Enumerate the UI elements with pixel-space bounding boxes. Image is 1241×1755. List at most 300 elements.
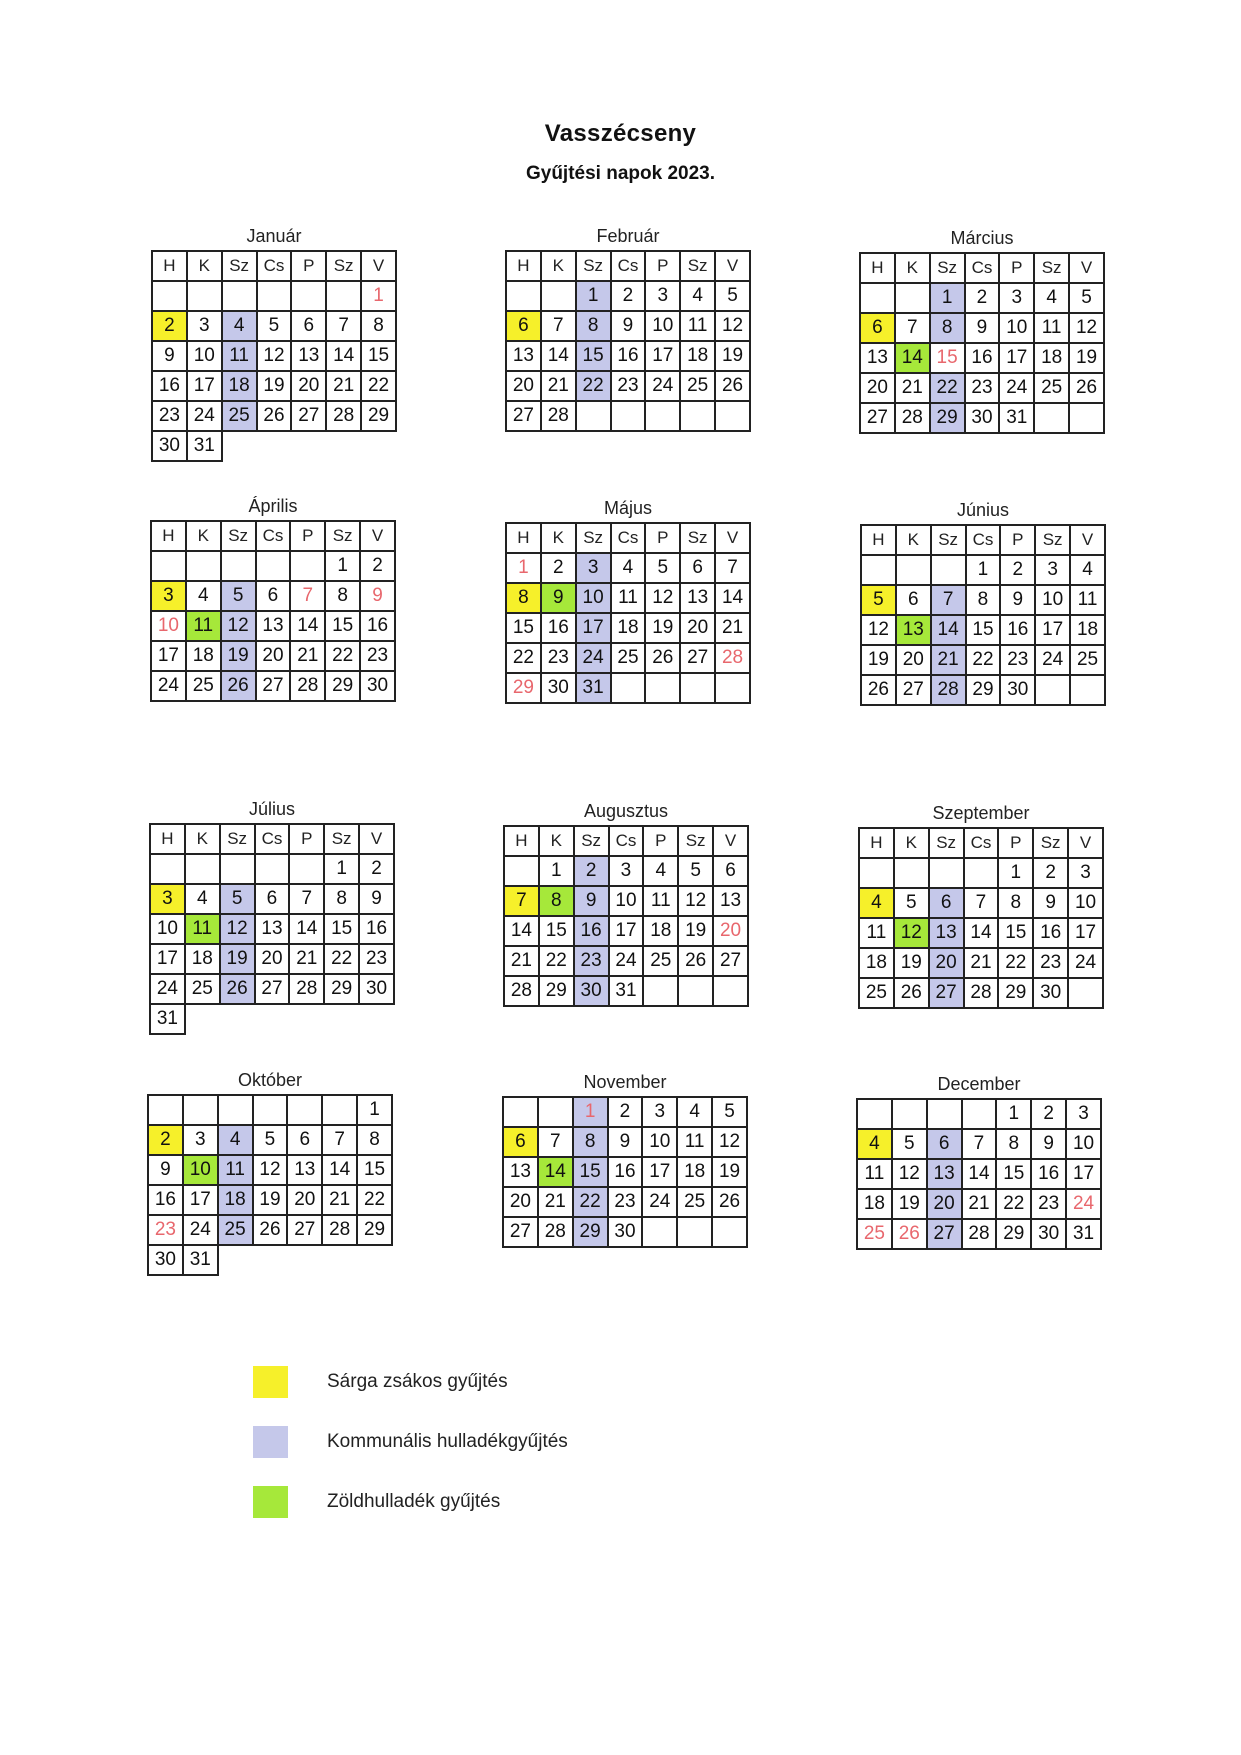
month-calendar: [860, 498, 1106, 706]
weekday-header: K: [187, 251, 222, 281]
day-cell: 26: [221, 671, 256, 701]
day-cell: 8: [996, 1129, 1031, 1159]
day-cell: 20: [255, 944, 290, 974]
day-cell: 6: [503, 1127, 538, 1157]
empty-day-cell: [151, 551, 186, 581]
day-cell: 23: [608, 1187, 643, 1217]
empty-day-cell: [253, 1095, 288, 1125]
day-cell: 10: [1068, 888, 1103, 918]
week-row: [857, 1129, 1101, 1159]
week-row: [151, 551, 395, 581]
day-cell: 16: [152, 371, 187, 401]
day-cell: 22: [324, 944, 359, 974]
day-cell: 3: [1068, 858, 1103, 888]
day-cell: 23: [1031, 1189, 1066, 1219]
day-cell: 7: [322, 1125, 357, 1155]
day-cell: 12: [894, 918, 929, 948]
day-cell: 18: [643, 916, 678, 946]
week-row: [861, 675, 1105, 705]
day-cell: 1: [506, 553, 541, 583]
day-cell: 29: [325, 671, 360, 701]
week-row: [503, 1217, 747, 1247]
day-cell: 31: [187, 431, 222, 461]
day-cell: 10: [645, 311, 680, 341]
day-cell: 16: [574, 916, 609, 946]
day-cell: 14: [290, 611, 325, 641]
day-cell: 11: [186, 611, 221, 641]
month-grid: [505, 250, 751, 432]
day-cell: 2: [152, 311, 187, 341]
day-cell: 10: [999, 313, 1034, 343]
day-cell: 27: [256, 671, 291, 701]
day-cell: 11: [222, 341, 257, 371]
week-row: [859, 858, 1103, 888]
weekday-header: P: [998, 828, 1033, 858]
empty-day-cell: [503, 1097, 538, 1127]
day-cell: 16: [965, 343, 1000, 373]
weekday-header: Sz: [680, 251, 715, 281]
weekday-header: K: [541, 523, 576, 553]
week-row: [504, 946, 748, 976]
day-cell: 4: [643, 856, 678, 886]
day-cell: 28: [504, 976, 539, 1006]
day-cell: 3: [1066, 1099, 1101, 1129]
day-cell: 11: [611, 583, 646, 613]
day-cell: 7: [290, 581, 325, 611]
day-cell: 29: [361, 401, 396, 431]
day-cell: 4: [1070, 555, 1105, 585]
day-cell: 12: [221, 611, 256, 641]
day-cell: 5: [892, 1129, 927, 1159]
week-row: [148, 1185, 392, 1215]
day-cell: 5: [645, 553, 680, 583]
day-cell: 7: [541, 311, 576, 341]
day-cell: 6: [713, 856, 748, 886]
blank-space: [218, 1245, 253, 1275]
day-cell: 14: [538, 1157, 573, 1187]
day-cell: 4: [859, 888, 894, 918]
day-cell: 9: [1031, 1129, 1066, 1159]
day-cell: 28: [322, 1215, 357, 1245]
week-row: [506, 583, 750, 613]
day-cell: 3: [576, 553, 611, 583]
blank-space: [257, 431, 292, 461]
day-cell: 26: [892, 1219, 927, 1249]
weekday-header: H: [861, 525, 896, 555]
month-calendar: [151, 224, 397, 462]
weekday-header: V: [359, 824, 394, 854]
day-cell: 17: [151, 641, 186, 671]
weekday-header: Sz: [324, 824, 359, 854]
month-calendar: [503, 799, 749, 1007]
day-cell: 3: [151, 581, 186, 611]
empty-day-cell: [678, 976, 713, 1006]
day-cell: 5: [253, 1125, 288, 1155]
day-cell: 1: [573, 1097, 608, 1127]
page-subtitle: Gyűjtési napok 2023.: [525, 163, 716, 184]
day-cell: 22: [998, 948, 1033, 978]
weekday-header: Sz: [576, 251, 611, 281]
empty-day-cell: [645, 673, 680, 703]
day-cell: 21: [962, 1189, 997, 1219]
day-cell: 18: [218, 1185, 253, 1215]
day-cell: 27: [680, 643, 715, 673]
day-cell: 5: [678, 856, 713, 886]
day-cell: 17: [642, 1157, 677, 1187]
empty-day-cell: [927, 1099, 962, 1129]
day-cell: 20: [291, 371, 326, 401]
week-row: [503, 1157, 747, 1187]
day-cell: 9: [1000, 585, 1035, 615]
day-cell: 27: [896, 675, 931, 705]
day-cell: 19: [220, 944, 255, 974]
day-cell: 5: [220, 884, 255, 914]
day-cell: 15: [966, 615, 1001, 645]
weekday-header: H: [150, 824, 185, 854]
month-name: Augusztus: [583, 801, 669, 821]
day-cell: 24: [150, 974, 185, 1004]
day-cell: 25: [677, 1187, 712, 1217]
day-cell: 28: [538, 1217, 573, 1247]
empty-day-cell: [187, 281, 222, 311]
month-calendar: [149, 797, 395, 1035]
week-row: [506, 371, 750, 401]
day-cell: 16: [608, 1157, 643, 1187]
week-row: [504, 916, 748, 946]
weekday-header: Sz: [222, 251, 257, 281]
day-cell: 4: [1034, 283, 1069, 313]
day-cell: 24: [642, 1187, 677, 1217]
day-cell: 15: [325, 611, 360, 641]
weekday-header: P: [291, 251, 326, 281]
day-cell: 6: [291, 311, 326, 341]
day-cell: 5: [257, 311, 292, 341]
day-cell: 17: [645, 341, 680, 371]
week-row: [150, 974, 394, 1004]
day-cell: 21: [895, 373, 930, 403]
week-row: [860, 343, 1104, 373]
day-cell: 19: [715, 341, 750, 371]
month-name: Május: [603, 498, 652, 518]
day-cell: 27: [287, 1215, 322, 1245]
day-cell: 23: [359, 944, 394, 974]
day-cell: 9: [359, 884, 394, 914]
day-cell: 30: [1031, 1219, 1066, 1249]
empty-day-cell: [1034, 403, 1069, 433]
day-cell: 25: [611, 643, 646, 673]
day-cell: 14: [322, 1155, 357, 1185]
day-cell: 13: [860, 343, 895, 373]
month-name: Október: [237, 1070, 303, 1090]
day-cell: 21: [715, 613, 750, 643]
day-cell: 19: [892, 1189, 927, 1219]
day-cell: 6: [896, 585, 931, 615]
blank-space: [185, 1004, 220, 1034]
week-row: [148, 1125, 392, 1155]
day-cell: 12: [253, 1155, 288, 1185]
empty-day-cell: [962, 1099, 997, 1129]
week-row: [859, 948, 1103, 978]
day-cell: 26: [715, 371, 750, 401]
day-cell: 10: [609, 886, 644, 916]
day-cell: 23: [541, 643, 576, 673]
weekday-header: V: [713, 826, 748, 856]
empty-day-cell: [326, 281, 361, 311]
blank-space: [326, 431, 361, 461]
weekday-header: Cs: [966, 525, 1001, 555]
day-cell: 8: [930, 313, 965, 343]
empty-day-cell: [859, 858, 894, 888]
weekday-header: P: [643, 826, 678, 856]
day-cell: 28: [895, 403, 930, 433]
day-cell: 2: [360, 551, 395, 581]
day-cell: 2: [965, 283, 1000, 313]
empty-day-cell: [287, 1095, 322, 1125]
day-cell: 19: [678, 916, 713, 946]
weekday-header: V: [360, 521, 395, 551]
day-cell: 3: [609, 856, 644, 886]
weekday-header: K: [186, 521, 221, 551]
day-cell: 20: [256, 641, 291, 671]
empty-day-cell: [611, 401, 646, 431]
week-row: [860, 313, 1104, 343]
month-name: Szeptember: [932, 803, 1030, 823]
day-cell: 17: [150, 944, 185, 974]
day-cell: 2: [148, 1125, 183, 1155]
day-cell: 19: [861, 645, 896, 675]
week-row: [150, 1004, 394, 1034]
day-cell: 24: [187, 401, 222, 431]
month-grid: [856, 1098, 1102, 1250]
day-cell: 21: [931, 645, 966, 675]
day-cell: 14: [962, 1159, 997, 1189]
day-cell: 26: [712, 1187, 747, 1217]
weekday-header: Cs: [611, 251, 646, 281]
month-name: Július: [248, 799, 296, 819]
empty-day-cell: [1068, 978, 1103, 1008]
day-cell: 15: [506, 613, 541, 643]
weekday-header-row: [861, 525, 1105, 555]
day-cell: 12: [645, 583, 680, 613]
empty-day-cell: [183, 1095, 218, 1125]
month-grid: [859, 252, 1105, 434]
blank-space: [359, 1004, 394, 1034]
day-cell: 1: [539, 856, 574, 886]
day-cell: 29: [998, 978, 1033, 1008]
day-cell: 13: [927, 1159, 962, 1189]
day-cell: 3: [999, 283, 1034, 313]
weekday-header: V: [715, 251, 750, 281]
day-cell: 12: [1069, 313, 1104, 343]
day-cell: 10: [187, 341, 222, 371]
weekday-header-row: [506, 523, 750, 553]
day-cell: 26: [253, 1215, 288, 1245]
day-cell: 13: [896, 615, 931, 645]
empty-day-cell: [152, 281, 187, 311]
weekday-header: V: [1070, 525, 1105, 555]
day-cell: 5: [894, 888, 929, 918]
day-cell: 23: [152, 401, 187, 431]
day-cell: 13: [680, 583, 715, 613]
month-grid: [151, 250, 397, 462]
weekday-header: P: [645, 251, 680, 281]
weekday-header: V: [1068, 828, 1103, 858]
day-cell: 17: [609, 916, 644, 946]
day-cell: 20: [503, 1187, 538, 1217]
day-cell: 8: [325, 581, 360, 611]
day-cell: 17: [576, 613, 611, 643]
day-cell: 15: [998, 918, 1033, 948]
day-cell: 15: [539, 916, 574, 946]
day-cell: 5: [715, 281, 750, 311]
day-cell: 30: [152, 431, 187, 461]
day-cell: 11: [680, 311, 715, 341]
month-grid: [147, 1094, 393, 1276]
weekday-header: Cs: [965, 253, 1000, 283]
day-cell: 19: [221, 641, 256, 671]
weekday-header: Sz: [930, 253, 965, 283]
day-cell: 24: [999, 373, 1034, 403]
week-row: [857, 1159, 1101, 1189]
day-cell: 14: [964, 918, 999, 948]
day-cell: 28: [541, 401, 576, 431]
day-cell: 31: [576, 673, 611, 703]
week-row: [861, 615, 1105, 645]
week-row: [148, 1095, 392, 1125]
day-cell: 11: [643, 886, 678, 916]
day-cell: 1: [324, 854, 359, 884]
day-cell: 30: [965, 403, 1000, 433]
week-row: [506, 553, 750, 583]
month-calendar: [505, 496, 751, 704]
empty-day-cell: [150, 854, 185, 884]
empty-day-cell: [148, 1095, 183, 1125]
day-cell: 21: [289, 944, 324, 974]
day-cell: 4: [611, 553, 646, 583]
empty-day-cell: [643, 976, 678, 1006]
week-row: [859, 888, 1103, 918]
day-cell: 19: [257, 371, 292, 401]
week-row: [859, 918, 1103, 948]
day-cell: 21: [290, 641, 325, 671]
day-cell: 26: [861, 675, 896, 705]
week-row: [150, 914, 394, 944]
week-row: [506, 643, 750, 673]
blank-space: [253, 1245, 288, 1275]
weekday-header: Sz: [931, 525, 966, 555]
day-cell: 29: [573, 1217, 608, 1247]
weekday-header: K: [894, 828, 929, 858]
week-row: [860, 403, 1104, 433]
day-cell: 22: [506, 643, 541, 673]
month-name: Április: [248, 496, 298, 516]
week-row: [150, 854, 394, 884]
month-calendar: [502, 1070, 748, 1248]
day-cell: 25: [185, 974, 220, 1004]
day-cell: 26: [220, 974, 255, 1004]
week-row: [152, 401, 396, 431]
day-cell: 1: [357, 1095, 392, 1125]
day-cell: 16: [541, 613, 576, 643]
weekday-header: Sz: [680, 523, 715, 553]
weekday-header: P: [1000, 525, 1035, 555]
day-cell: 30: [360, 671, 395, 701]
day-cell: 10: [1066, 1129, 1101, 1159]
week-row: [148, 1155, 392, 1185]
weekday-header: P: [999, 253, 1034, 283]
month-grid: [503, 825, 749, 1007]
week-row: [506, 311, 750, 341]
day-cell: 11: [1034, 313, 1069, 343]
empty-day-cell: [680, 673, 715, 703]
month-grid: [860, 524, 1106, 706]
day-cell: 30: [359, 974, 394, 1004]
weekday-header: Cs: [256, 521, 291, 551]
month-name: Március: [950, 228, 1014, 248]
day-cell: 6: [929, 888, 964, 918]
day-cell: 18: [222, 371, 257, 401]
day-cell: 3: [150, 884, 185, 914]
day-cell: 22: [966, 645, 1001, 675]
weekday-header: H: [152, 251, 187, 281]
weekday-header: H: [504, 826, 539, 856]
day-cell: 8: [576, 311, 611, 341]
day-cell: 18: [611, 613, 646, 643]
month-name: Február: [596, 226, 660, 246]
month-calendar: [859, 226, 1105, 434]
day-cell: 24: [1068, 948, 1103, 978]
day-cell: 17: [187, 371, 222, 401]
weekday-header-row: [150, 824, 394, 854]
day-cell: 4: [218, 1125, 253, 1155]
day-cell: 15: [357, 1155, 392, 1185]
day-cell: 15: [324, 914, 359, 944]
day-cell: 3: [645, 281, 680, 311]
legend-label: Kommunális hulladékgyűjtés: [327, 1431, 568, 1452]
month-grid: [150, 520, 396, 702]
day-cell: 11: [857, 1159, 892, 1189]
day-cell: 29: [324, 974, 359, 1004]
day-cell: 13: [929, 918, 964, 948]
weekday-header: Cs: [255, 824, 290, 854]
day-cell: 19: [253, 1185, 288, 1215]
day-cell: 10: [642, 1127, 677, 1157]
empty-day-cell: [220, 854, 255, 884]
day-cell: 14: [504, 916, 539, 946]
week-row: [857, 1189, 1101, 1219]
day-cell: 10: [183, 1155, 218, 1185]
week-row: [150, 884, 394, 914]
blank-space: [361, 431, 396, 461]
day-cell: 6: [680, 553, 715, 583]
empty-day-cell: [257, 281, 292, 311]
day-cell: 31: [150, 1004, 185, 1034]
day-cell: 28: [931, 675, 966, 705]
empty-day-cell: [1070, 675, 1105, 705]
empty-day-cell: [256, 551, 291, 581]
day-cell: 10: [150, 914, 185, 944]
empty-day-cell: [186, 551, 221, 581]
weekday-header: Cs: [964, 828, 999, 858]
empty-day-cell: [322, 1095, 357, 1125]
empty-day-cell: [611, 673, 646, 703]
day-cell: 7: [504, 886, 539, 916]
day-cell: 31: [183, 1245, 218, 1275]
day-cell: 28: [715, 643, 750, 673]
day-cell: 6: [860, 313, 895, 343]
day-cell: 26: [894, 978, 929, 1008]
blank-space: [287, 1245, 322, 1275]
